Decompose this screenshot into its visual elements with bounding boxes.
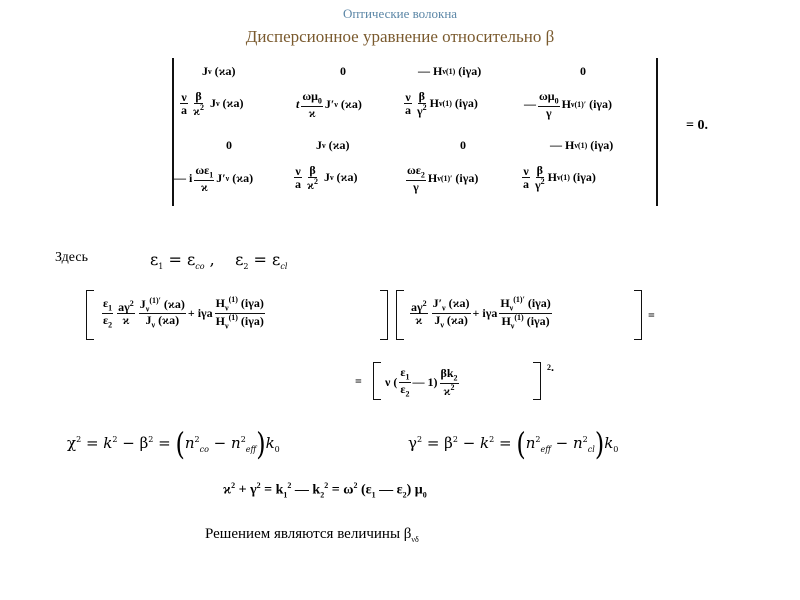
det-cell-2-4: — $\frac{\omega\mu_0}{\gamma}$ H ν (1)′ (iγa)	[524, 89, 613, 120]
characteristic-equation: $\frac{\varepsilon_1}{\varepsilon_2}$ $\frac{a\gamma^2}{ϰ}$ $\frac{J_\nu^{(1)'} (ϰa)}{J_\nu (ϰa)}$ + iγa $\frac{H_\nu^{(1)} (i\gamma a)}{H_\nu^{(1)} (i\gamma a)}$ $\frac{a\gamma^2}{ϰ}$ $\frac{J'_\nu (ϰa)}{J_\nu (ϰa)}$ + iγa $\frac{H_\nu^{(1)'} (i\gamma a)}{H_\nu^{(1)} (i\gamma a)}$ =	[80, 288, 680, 348]
result-statement	[205, 526, 419, 544]
det-cell-4-1: — i $\frac{\omega\varepsilon_1}{ϰ}$ J′ ν (ϰa)	[174, 163, 254, 194]
result-text: Решением являются величины β	[205, 526, 412, 542]
det-cell-2-1: $\frac{\nu}{a}$ $\frac{\beta}{ϰ^2}$ J ν (ϰa)	[181, 89, 244, 118]
det-cell-2-3: $\frac{\nu}{a}$ $\frac{\beta}{\gamma^2}$ H ν (1) (iγa)	[405, 89, 478, 118]
determinant-right-bar	[656, 58, 658, 206]
det-cell-1-3: — H ν (1) (iγa)	[418, 64, 482, 78]
det-cell-3-1: 0	[226, 138, 232, 152]
topic-heading: Оптические волокна	[342, 6, 458, 21]
det-cell-1-2: 0	[340, 64, 346, 78]
det-cell-3-4: — H ν (1) (iγa)	[550, 138, 614, 152]
det-cell-1-4: 0	[580, 64, 586, 78]
result-subscript: νδ	[411, 535, 419, 544]
characteristic-equation-rhs: = ν ( $\frac{\varepsilon_1}{\varepsilon_2}$ — 1) $\frac{\beta k_2}{ϰ^2}$ 2 .	[355, 360, 554, 399]
det-cell-2-2: t $\frac{\omega\mu_0}{ϰ}$ J′ ν (ϰa)	[296, 89, 362, 120]
det-cell-4-3: $\frac{\omega\varepsilon_2}{\gamma}$ H ν (1)′ (iγa)	[407, 163, 479, 194]
here-label: Здесь	[55, 250, 88, 265]
det-cell-1-1: J ν (ϰa)	[202, 64, 236, 78]
det-cell-3-3: 0	[460, 138, 466, 152]
det-cell-3-2: J ν (ϰa)	[316, 138, 350, 152]
determinant-equation	[168, 58, 708, 206]
det-cell-4-4: $\frac{\nu}{a}$ $\frac{\beta}{\gamma^2}$ H ν (1) (iγa)	[523, 163, 596, 192]
kappa-gamma-sum-equation: $ϰ^2 + \gamma^2 = k_1^2$ — $k_2^2 = \omega^2$ ($\varepsilon_1$ — $\varepsilon_2$) $\mu_0$	[223, 481, 427, 500]
slide-title: Дисперсионное уравнение относительно β	[245, 27, 555, 46]
epsilon-definitions: $\varepsilon_1 = \varepsilon_{co}$ , $\varepsilon_2 = \varepsilon_{cl}$	[150, 250, 288, 272]
chi-squared-equation: $\chi^2 = k^2 - \beta^2 = (n^2_{co} - n^2_{eff})k_0$	[67, 425, 280, 463]
determinant-equals-zero: = 0.	[686, 118, 708, 133]
gamma-squared-equation: $\gamma^2 = \beta^2 - k^2 = (n^2_{eff} - n^2_{cl})k_0$	[408, 425, 619, 463]
det-cell-4-2: $\frac{\nu}{a}$ $\frac{\beta}{ϰ^2}$ J ν (ϰa)	[295, 163, 358, 192]
